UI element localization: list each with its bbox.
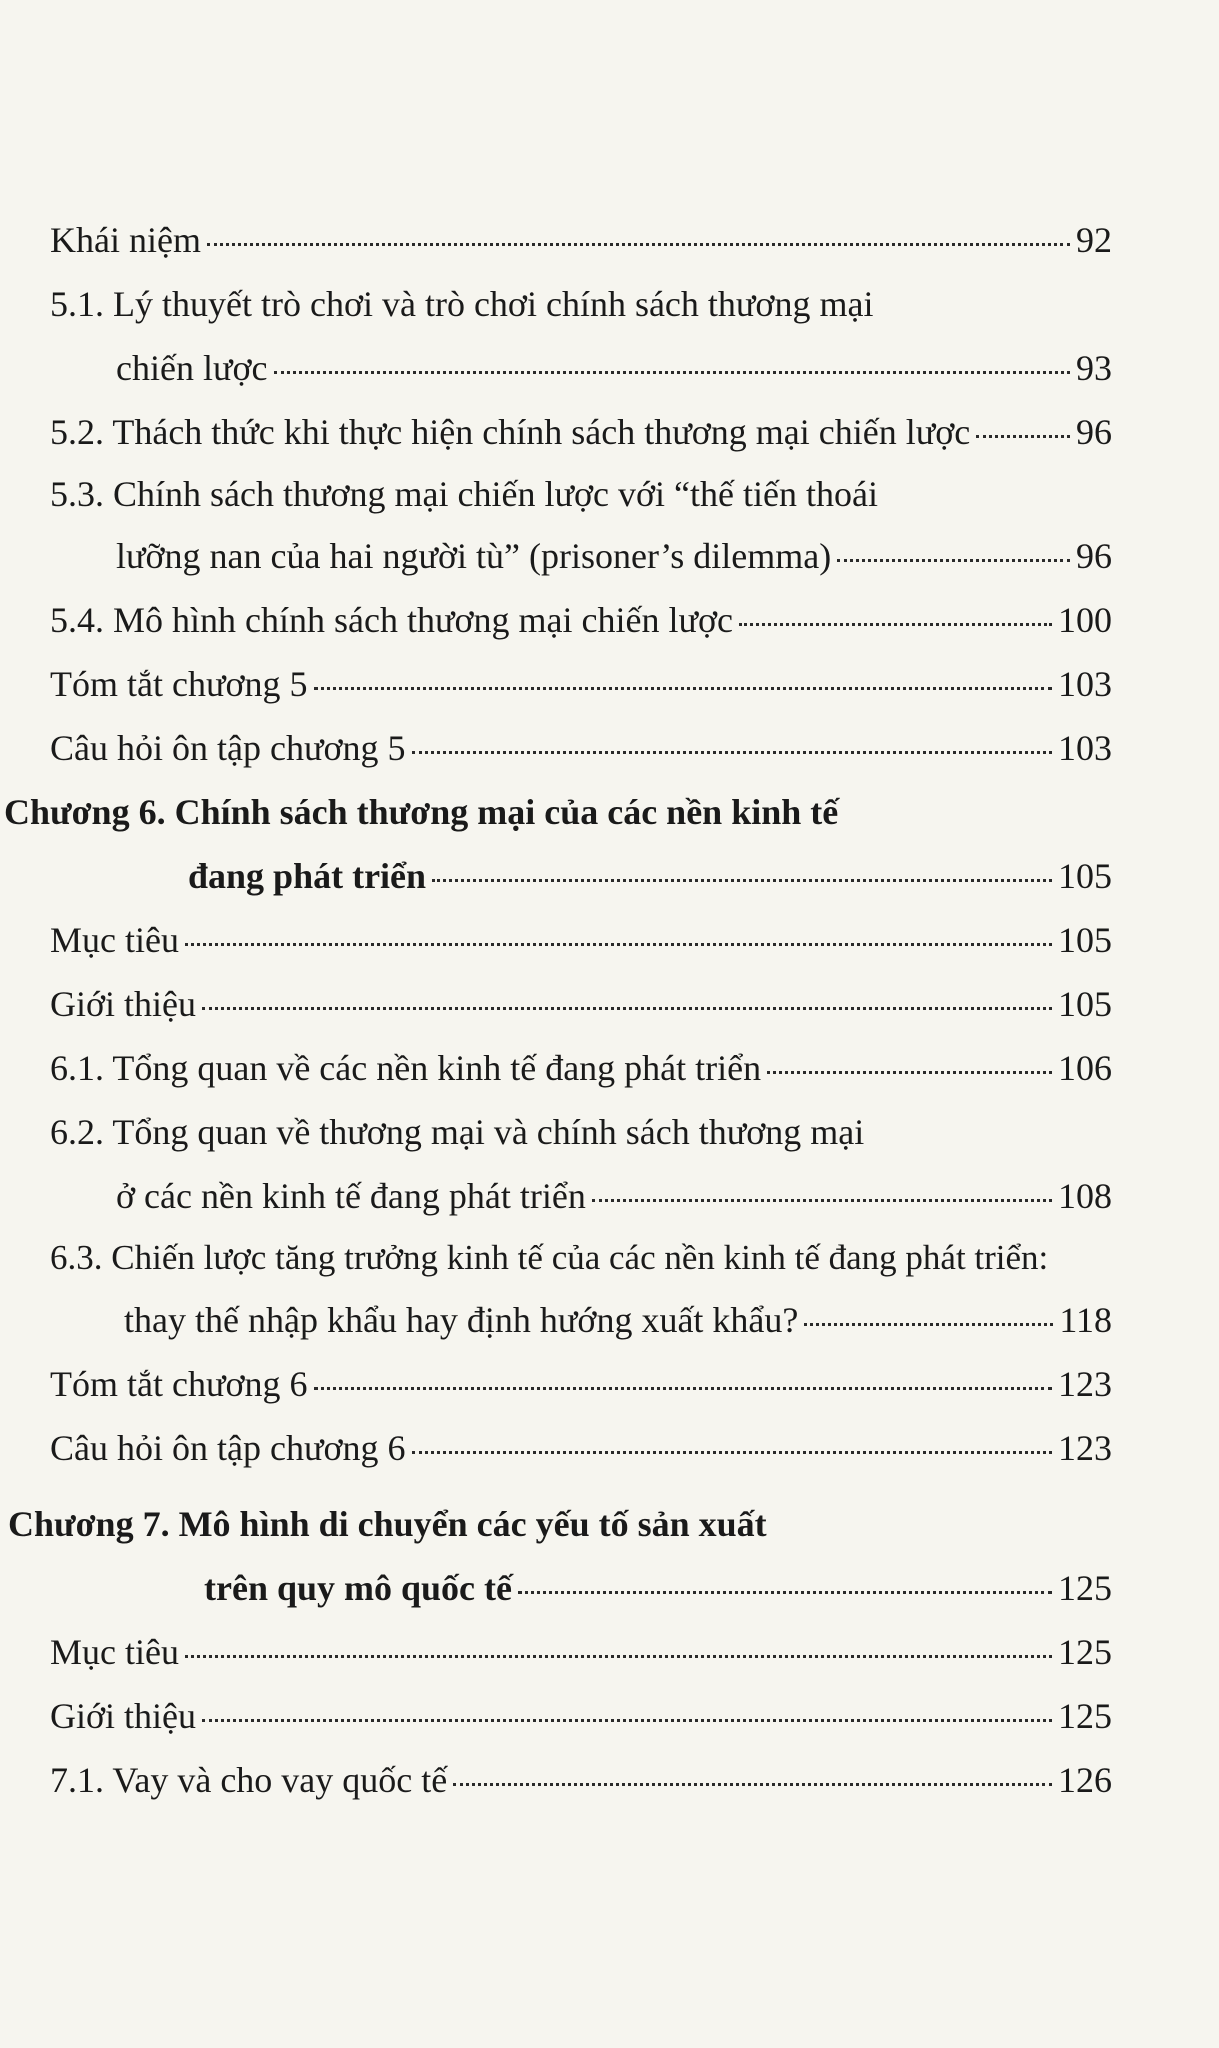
dot-leader xyxy=(804,1323,1053,1326)
dot-leader xyxy=(592,1199,1052,1202)
chapter-6-heading-line1: Chương 6. Chính sách thương mại của các nền kinh tế xyxy=(4,792,839,832)
toc-entry-page: 96 xyxy=(1076,412,1112,452)
toc-entry-page: 125 xyxy=(1058,1632,1112,1672)
toc-entry-title: Câu hỏi ôn tập chương 5 xyxy=(50,728,406,768)
toc-entry-page: 126 xyxy=(1058,1760,1112,1800)
toc-entry-page: 92 xyxy=(1076,220,1112,260)
toc-entry-page: 105 xyxy=(1058,920,1112,960)
toc-entry-page: 100 xyxy=(1058,600,1112,640)
toc-entry-title: 7.1. Vay và cho vay quốc tế xyxy=(50,1760,448,1800)
dot-leader xyxy=(432,879,1052,882)
dot-leader xyxy=(314,687,1052,690)
toc-entry-page: 123 xyxy=(1058,1428,1112,1468)
dot-leader xyxy=(453,1783,1052,1786)
toc-entry-page: 108 xyxy=(1058,1176,1112,1216)
toc-entry-title: Giới thiệu xyxy=(50,984,197,1024)
toc-entry-title: đang phát triển xyxy=(188,856,427,896)
toc-entry-page: 103 xyxy=(1058,664,1112,704)
toc-entry-page: 96 xyxy=(1076,536,1112,576)
toc-entry-page: 105 xyxy=(1058,856,1112,896)
toc-entry-title: Tóm tắt chương 5 xyxy=(50,664,308,704)
toc-entry-title: 6.1. Tổng quan về các nền kinh tế đang phát triển xyxy=(50,1048,762,1088)
toc-entry-intro-7 xyxy=(50,1694,1112,1738)
toc-entry-khai-niem xyxy=(50,218,1112,262)
toc-entry-5-3 xyxy=(116,534,1112,578)
dot-leader xyxy=(976,435,1070,438)
dot-leader xyxy=(207,243,1070,246)
toc-entry-page: 125 xyxy=(1058,1696,1112,1736)
dot-leader xyxy=(739,623,1052,626)
toc-entry-title: trên quy mô quốc tế xyxy=(204,1568,512,1608)
toc-entry-title: Tóm tắt chương 6 xyxy=(50,1364,308,1404)
toc-entry-title: Mục tiêu xyxy=(50,1632,179,1672)
toc-entry-6-2-line1: 6.2. Tổng quan về thương mại và chính sách thương mại xyxy=(50,1112,865,1152)
toc-entry-objectives-7 xyxy=(50,1630,1112,1674)
toc-entry-page: 93 xyxy=(1076,348,1112,388)
dot-leader xyxy=(185,943,1052,946)
dot-leader xyxy=(202,1007,1052,1010)
toc-entry-title: thay thế nhập khẩu hay định hướng xuất khẩu? xyxy=(124,1300,799,1340)
toc-entry-summary-5 xyxy=(50,662,1112,706)
toc-entry-review-6 xyxy=(50,1426,1112,1470)
toc-entry-6-1 xyxy=(50,1046,1112,1090)
toc-entry-page: 118 xyxy=(1059,1300,1112,1340)
toc-entry-page: 105 xyxy=(1058,984,1112,1024)
chapter-6-heading xyxy=(188,854,1112,898)
toc-entry-5-1 xyxy=(116,346,1112,390)
chapter-7-heading-line1: Chương 7. Mô hình di chuyển các yếu tố sản xuất xyxy=(8,1504,767,1544)
dot-leader xyxy=(412,1451,1053,1454)
toc-entry-6-2 xyxy=(116,1174,1112,1218)
toc-entry-title: 5.4. Mô hình chính sách thương mại chiến lược xyxy=(50,600,733,640)
dot-leader xyxy=(202,1719,1052,1722)
toc-entry-5-3-line1: 5.3. Chính sách thương mại chiến lược với “thế tiến thoái xyxy=(50,474,878,514)
dot-leader xyxy=(314,1387,1052,1390)
toc-entry-title: Mục tiêu xyxy=(50,920,179,960)
chapter-7-heading xyxy=(204,1566,1112,1610)
toc-entry-7-1 xyxy=(50,1758,1112,1802)
toc-entry-title: Khái niệm xyxy=(50,220,201,260)
toc-entry-title: lưỡng nan của hai người tù” (prisoner’s dilemma) xyxy=(116,536,832,576)
toc-entry-summary-6 xyxy=(50,1362,1112,1406)
toc-entry-5-2 xyxy=(50,410,1112,454)
dot-leader xyxy=(274,371,1071,374)
toc-entry-title: Câu hỏi ôn tập chương 6 xyxy=(50,1428,406,1468)
toc-entry-page: 103 xyxy=(1058,728,1112,768)
dot-leader xyxy=(185,1655,1052,1658)
toc-entry-page: 106 xyxy=(1058,1048,1112,1088)
dot-leader xyxy=(518,1591,1052,1594)
dot-leader xyxy=(837,559,1070,562)
toc-entry-objectives-6 xyxy=(50,918,1112,962)
toc-entry-review-5 xyxy=(50,726,1112,770)
toc-entry-intro-6 xyxy=(50,982,1112,1026)
toc-entry-title: ở các nền kinh tế đang phát triển xyxy=(116,1176,586,1216)
toc-entry-5-1-line1: 5.1. Lý thuyết trò chơi và trò chơi chính sách thương mại xyxy=(50,284,874,324)
toc-entry-6-3-line1: 6.3. Chiến lược tăng trưởng kinh tế của các nền kinh tế đang phát triển: xyxy=(50,1238,1049,1277)
dot-leader xyxy=(767,1071,1052,1074)
dot-leader xyxy=(412,751,1053,754)
toc-entry-5-4 xyxy=(50,598,1112,642)
toc-entry-page: 125 xyxy=(1058,1568,1112,1608)
toc-entry-title: Giới thiệu xyxy=(50,1696,197,1736)
toc-entry-title: 5.2. Thách thức khi thực hiện chính sách thương mại chiến lược xyxy=(50,412,971,452)
toc-entry-page: 123 xyxy=(1058,1364,1112,1404)
toc-entry-6-3 xyxy=(124,1298,1112,1342)
toc-entry-title: chiến lược xyxy=(116,348,268,388)
